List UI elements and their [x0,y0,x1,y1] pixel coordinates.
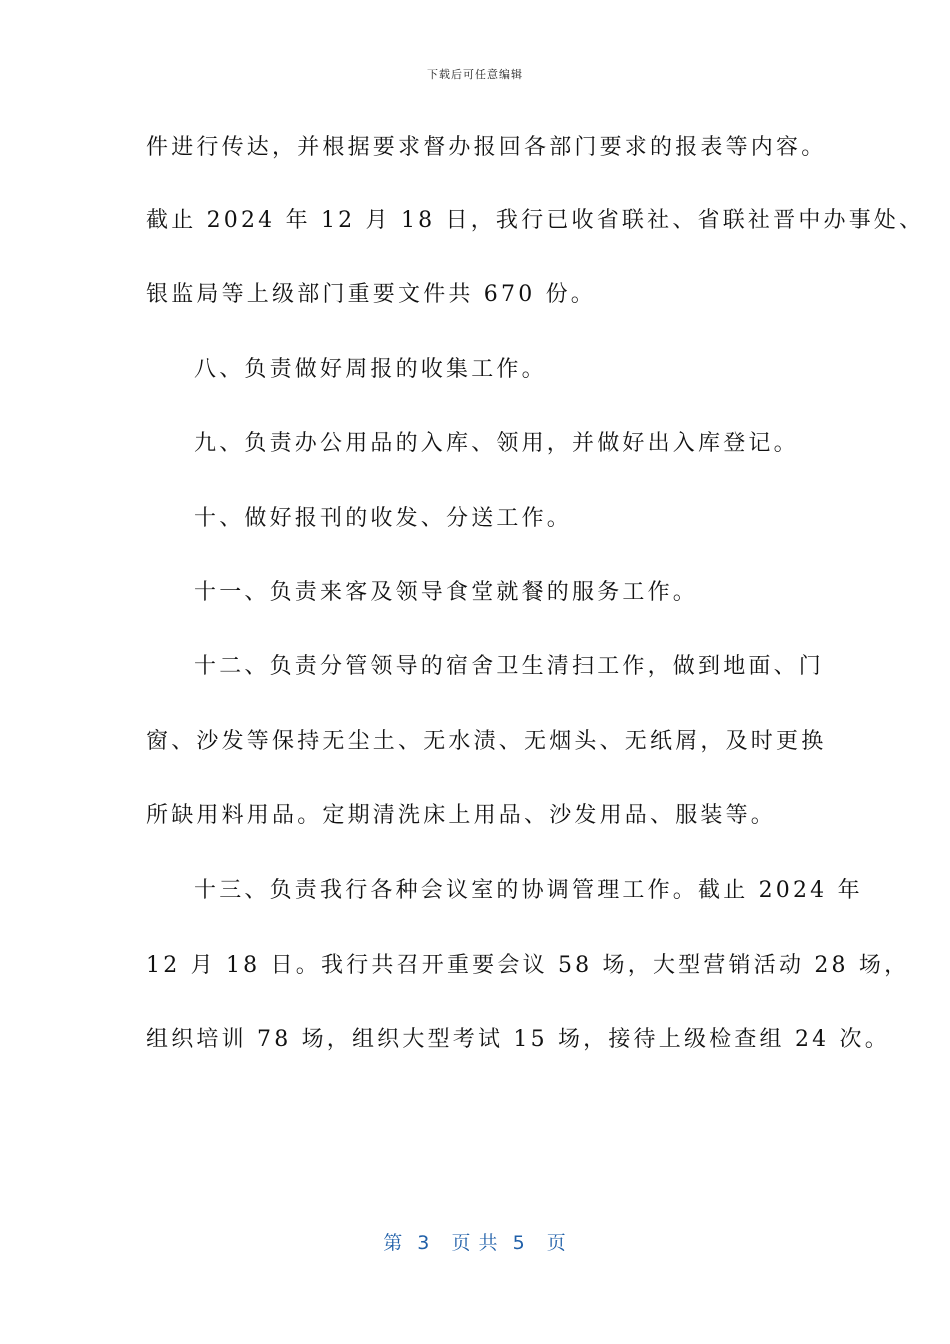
body-line-6: 十、做好报刊的收发、分送工作。 [194,506,573,531]
body-line-12: 12 月 18 日。我行共召开重要会议 58 场，大型营销活动 28 场， [146,953,910,978]
body-line-10: 所缺用料用品。定期清洗床上用品、沙发用品、服装等。 [146,803,777,828]
body-line-13: 组织培训 78 场，组织大型考试 15 场，接待上级检查组 24 次。 [146,1027,890,1052]
body-line-4: 八、负责做好周报的收集工作。 [194,357,547,382]
body-line-3: 银监局等上级部门重要文件共 670 份。 [146,282,596,307]
body-line-5: 九、负责办公用品的入库、领用，并做好出入库登记。 [194,431,799,456]
body-line-8: 十二、负责分管领导的宿舍卫生清扫工作，做到地面、门 [194,654,825,679]
header-note: 下载后可任意编辑 [427,68,523,81]
body-line-2: 截止 2024 年 12 月 18 日，我行已收省联社、省联社晋中办事处、 [146,208,925,233]
body-line-7: 十一、负责来客及领导食堂就餐的服务工作。 [194,580,699,605]
body-line-11: 十三、负责我行各种会议室的协调管理工作。截止 2024 年 [194,878,863,903]
body-line-9: 窗、沙发等保持无尘土、无水渍、无烟头、无纸屑，及时更换 [146,729,827,754]
body-line-1: 件进行传达，并根据要求督办报回各部门要求的报表等内容。 [146,135,827,160]
page-number-footer: 第 3 页 共 5 页 [383,1232,567,1254]
